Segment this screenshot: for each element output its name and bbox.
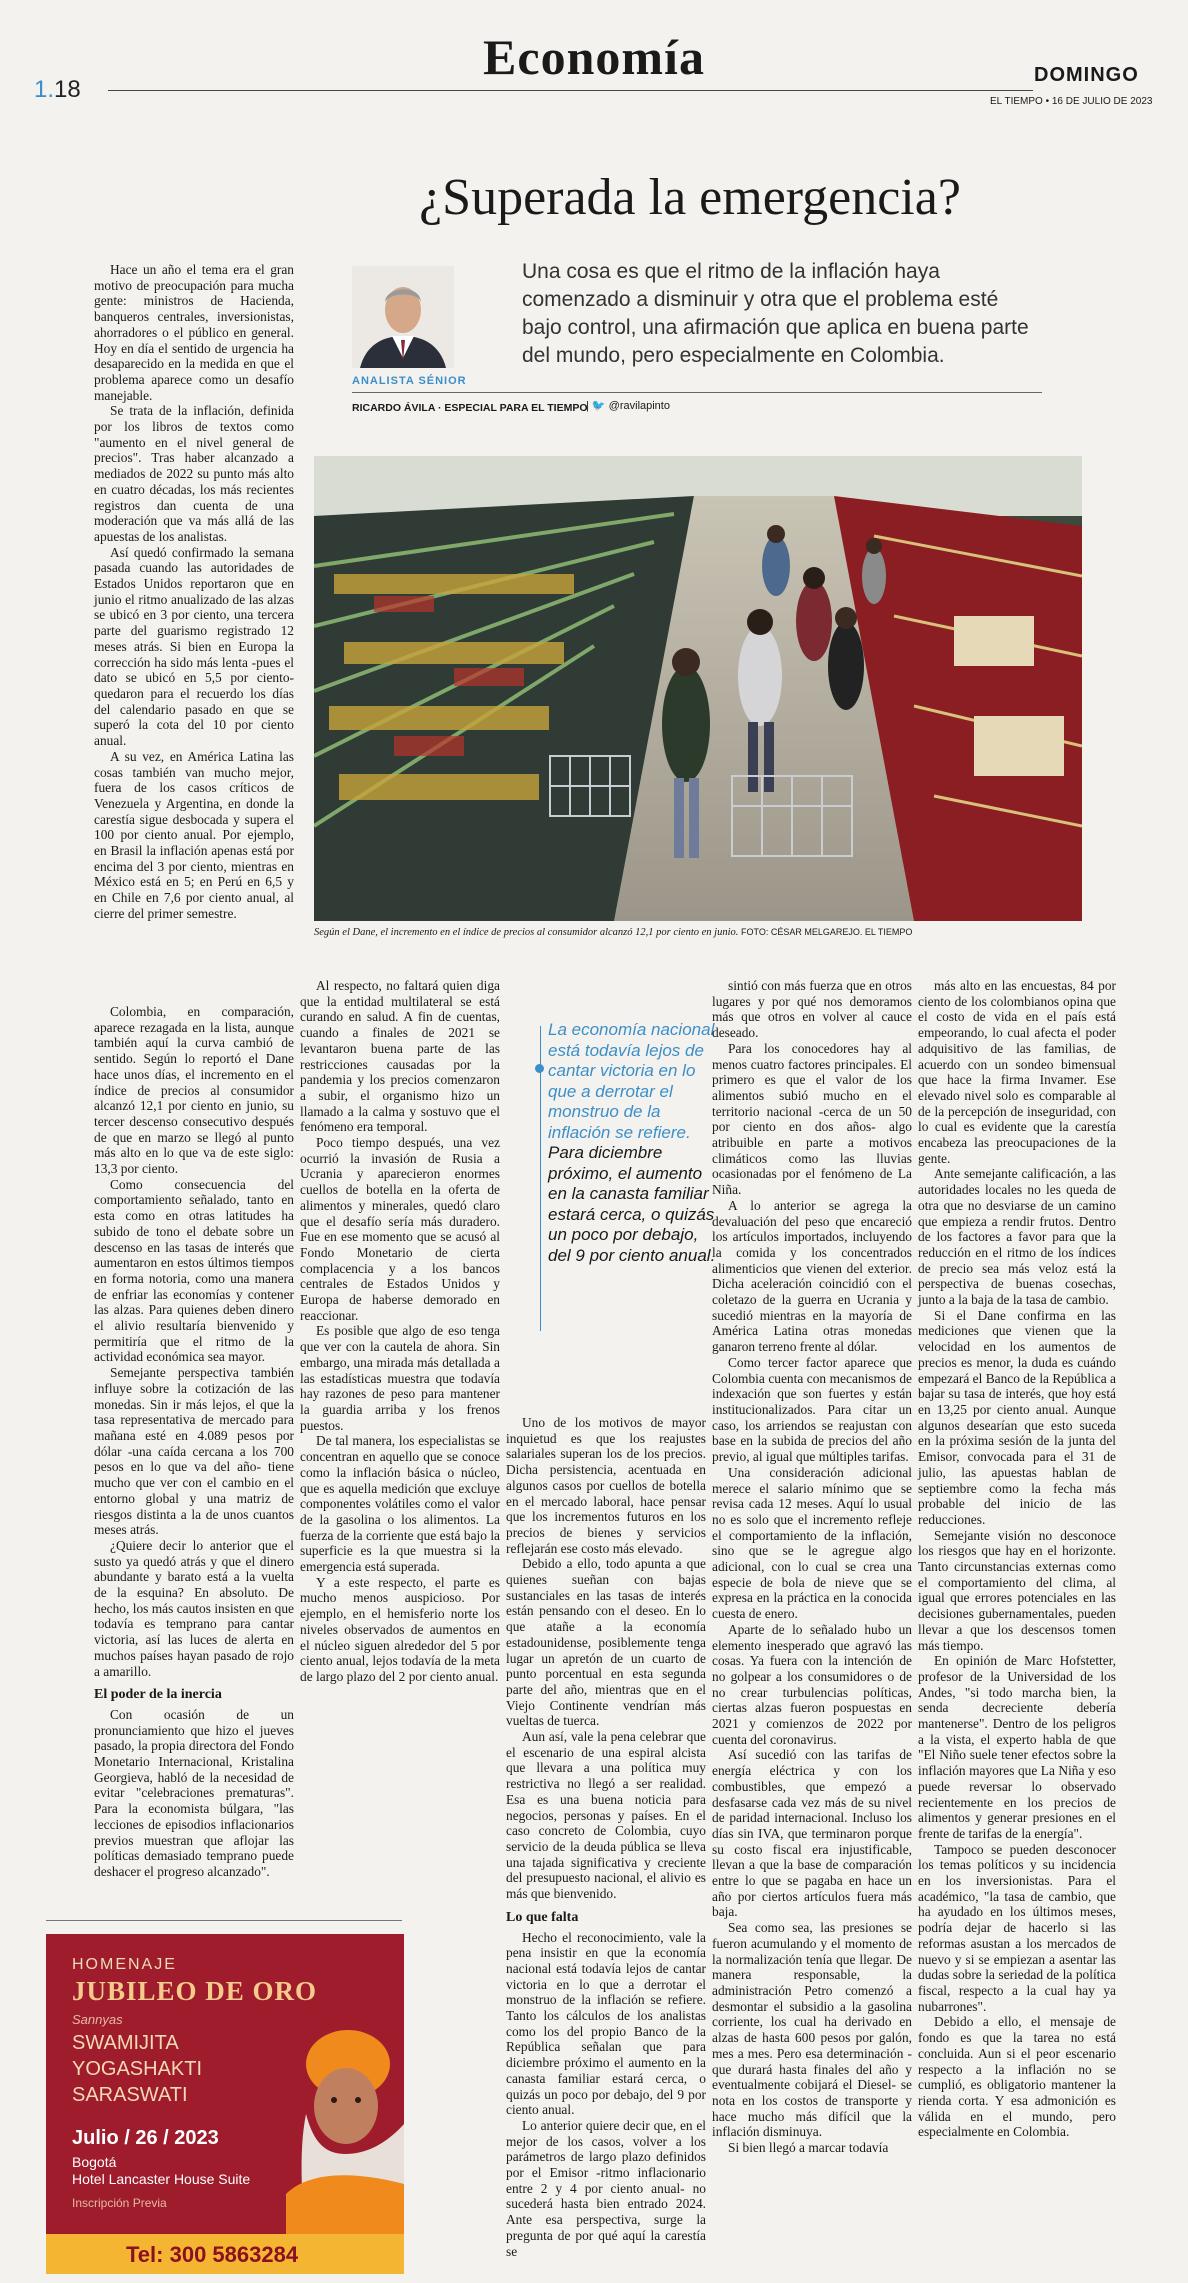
subhead-inertia: El poder de la inercia — [94, 1687, 222, 1703]
paragraph: Al respecto, no faltará quien diga que la entidad multilateral se está curando en salud. A fin de cuentas, cuando a finales de 2021 se levantaron buena parte de las restricciones causadas por la pandemia y los precios comenzaron a subir, el organismo hizo un llamado a la calma y sostuvo que el fenómeno era temporal. — [300, 978, 500, 1135]
paragraph: Semejante perspectiva también influye sobre la cotización de las monedas. Sin ir más lejos, el que la tasa representativa de mercado para mañana esté en 4.089 pesos por dólar -una caída cercana a los 700 pesos en lo que va del año- tiene mucho que ver con el cambio en el entorno global y una matriz de riesgos distinta a la de unos cuantos meses atrás. — [94, 1365, 294, 1538]
twitter-handle[interactable]: | 🐦 @ravilapinto — [586, 400, 670, 412]
subhead-lo-que-falta: Lo que falta — [506, 1909, 579, 1925]
paragraph: Sea como sea, las presiones se fueron acumulando y el momento de la normalización tenía que llegar. De manera responsable, la administración Petro comenzó a desmontar el subsidio a la gasolina corriente, los cual ha derivado en alzas de hasta 600 pesos por galón, mes a mes. Pero esa determinación -que durará hasta finales del año y eventualmente cobijará el Diesel- se nota en los costos de transporte y hace mucho más difícil que la inflación disminuya. — [712, 1920, 912, 2140]
paragraph: En opinión de Marc Hofstetter, profesor de la Universidad de los Andes, "si todo marcha bien, la senda decreciente debería mantenerse". Dentro de los peligros a la vista, el experto habla de que "El Niño suele tener efectos sobre la inflación mayores que La Niña y eso puede reversar lo observado recientemente en los precios de alimentos y generar presiones en el frente de tarifas de la energía". — [918, 1653, 1116, 1841]
paragraph: A lo anterior se agrega la devaluación del peso que encareció los artículos importados, incluyendo la comida y los concentrados alimenticios que vienen del exterior. Dicha aceleración coincidió con el coletazo de la guerra en Ucrania y sucedió mientras en la mayoría de América Latina otras monedas ganaron terreno frente al dólar. — [712, 1197, 912, 1355]
article-column-1 — [94, 262, 294, 922]
header-rule — [108, 90, 1033, 91]
byline: RICARDO ÁVILA · ESPECIAL PARA EL TIEMPO — [352, 402, 588, 414]
paragraph: A su vez, en América Latina las cosas también van mucho mejor, fuera de los casos críticos de Venezuela y Argentina, en donde la carestía sigue desbocada y supera el 100 por ciento anual. Por ejemplo, en Brasil la inflación apenas está por encima del 3 por ciento, mientras en México está en 5; en Perú en 6,5 y en Chile en 7,6 por ciento anual, al cierre del primer semestre. — [94, 748, 294, 921]
paragraph: Si el Dane confirma en las mediciones que vienen que la velocidad en los aumentos de precios es menor, la duda es cuándo empezará el Banco de la República a bajar su tasa de interés, que hoy está en 13,25 por ciento anual. Aunque algunos desearían que esto suceda en la próxima sesión de la junta del Emisor, convocada para el 31 de julio, las apuestas hablan de septiembre como la fecha más probable del inicio de las reducciones. — [918, 1307, 1116, 1527]
paragraph: Y a este respecto, el parte es mucho menos auspicioso. Por ejemplo, en el hemisferio norte los niveles observados de aumentos en el núcleo siguen alrededor del 5 por ciento anual, lejos todavía de la meta de largo plazo del 2 por ciento anual. — [300, 1574, 500, 1684]
paragraph: Uno de los motivos de mayor inquietud es que los reajustes salariales superan los de los precios. Dicha persistencia, acentuada en algunos casos por cuellos de botella en el mercado laboral, hace pensar que los incrementos futuros en los precios de bienes y servicios reflejarán ese costo más elevado. — [506, 1415, 706, 1556]
paragraph: Se trata de la inflación, definida por los libros de textos como "aumento en el nivel general de precios". Tras haber alcanzado a mediados de 2022 su punto más alto en cuatro décadas, los más recientes registros dan cuenta de una moderación que va más allá de las apuestas de los analistas. — [94, 403, 294, 544]
swami-portrait — [286, 1994, 404, 2234]
headline: ¿Superada la emergencia? — [419, 169, 961, 226]
paragraph: Debido a ello, el mensaje de fondo es que la tarea no está concluida. Aun si el peor escenario respecto a la inflación no se cumplió, es obligatorio mantener la rienda corta. Y esa admonición es válida en el mundo, pero especialmente en Colombia. — [918, 2014, 1116, 2140]
paragraph: Debido a ello, todo apunta a que quienes sueñan con bajas sustanciales en las tasas de interés están pensando con el deseo. En lo que atañe a la economía estadounidense, posiblemente tenga lugar un apretón de un cuarto de punto porcentual en esta segunda parte del año, mientras que en el Viejo Continente vendrían más vueltas de tuerca. — [506, 1556, 706, 1729]
twitter-icon: | 🐦 — [586, 400, 609, 412]
paragraph: Poco tiempo después, una vez ocurrió la invasión de Rusia a Ucrania y aparecieron enormes cuellos de botella en la oferta de alimentos y minerales, quedó claro que el desafío sería más duradero. Fue en ese momento que se acusó al Fondo Monetario de cierta complacencia y a los bancos centrales de Estados Unidos y Europa de haberse demorado en reaccionar. — [300, 1135, 500, 1323]
ad-note: Inscripción Previa — [72, 2196, 167, 2210]
paragraph: Hace un año el tema era el gran motivo de preocupación para mucha gente: ministros de Hacienda, banqueros centrales, inversionistas, ahorradores o el público en general. Hoy en día el sentido de urgencia ha desaparecido en la medida en que el problema aparece como un desafío manejable. — [94, 262, 294, 403]
page-number: 1.18 — [34, 76, 81, 103]
paragraph: Hecho el reconocimiento, vale la pena insistir en que la economía nacional está todavía lejos de cantar victoria en lo que a derrotar el monstruo de la inflación se refiere. Tanto los cálculos de los analistas como los del propio Banco de la República señalan que para diciembre próximo el aumento en la canasta familiar estará cerca, o quizás un poco por debajo, del 9 por ciento anual. — [506, 1929, 706, 2118]
article-column-2 — [300, 978, 500, 1685]
paragraph: Semejante visión no desconoce los riesgos que hay en el horizonte. Tanto circunstancias externas como el comportamiento del clima, al igual que errores potenciales en las decisiones gubernamentales, pueden llevar a que los descensos tomen más tiempo. — [918, 1527, 1116, 1653]
ad-venue: Bogotá Hotel Lancaster House Suite — [72, 2154, 251, 2187]
paragraph: Así sucedió con las tarifas de energía eléctrica y con los combustibles, que empezó a desfasarse cada vez más de su nivel de paridad internacional. Incluso los días sin IVA, que terminaron porque su costo fiscal era injustificable, llevan a que la base de comparación entre lo que se pagaba en hace un año por ciertos artículos fuera más baja. — [712, 1747, 912, 1920]
article-column-2b — [506, 1415, 706, 2259]
ad-phone: Tel: 300 5863284 — [126, 2242, 299, 2267]
paragraph: Es posible que algo de eso tenga que ver con la cautela de ahora. Sin embargo, una mirada más detallada a las estadísticas muestra que todavía hay razones de peso para mantener la guardia arriba y los frenos puestos. — [300, 1323, 500, 1433]
ad-homenaje: HOMENAJE — [72, 1956, 177, 1973]
section-title: Economía — [483, 29, 705, 85]
article-column-3 — [712, 978, 912, 2156]
day-label: DOMINGO — [1034, 64, 1139, 86]
paragraph: De tal manera, los especialistas se concentran en aquello que se conoce como la inflación básica o núcleo, que es aquella medición que excluye componentes volátiles como el valor de la gasolina o los alimentos. La fuerza de la corriente que está bajo la superficie es la que muestra si la emergencia está superada. — [300, 1433, 500, 1575]
jubilee-advertisement[interactable] — [46, 1934, 404, 2274]
pullquote: La economía nacional está todavía lejos de cantar victoria en lo que a derrotar el monstruo de la inflación se refiere. Para diciembre próximo, el aumento en la canasta familiar estará cerca, o quizás un poco por debajo, del 9 por ciento anual. — [548, 1020, 716, 1265]
paragraph: Tampoco se pueden desconocer los temas políticos y su incidencia en los inversionistas. Para el académico, "la tasa de cambio, que ha ayudado en los últimos meses, podría dejar de hacerlo si las reformas asustan a los mercados de nuevo y si se empiezan a asentar las dudas sobre la seriedad de la política fiscal, respecto a la cual hay ya nubarrones". — [918, 1841, 1116, 2014]
article-lead: Una cosa es que el ritmo de la inflación haya comenzado a disminuir y otra que el problema esté bajo control, una afirmación que aplica en buena parte del mundo, pero especialmente en Colombia. — [522, 260, 1029, 367]
paragraph: Lo anterior quiere decir que, en el mejor de los casos, volver a los parámetros de largo plazo definidos por el Emisor -ritmo inflacionario entre 2 y 4 por ciento anual- no sucederá hasta bien entrado 2024. Ante esa perspectiva, surge la pregunta de por qué aquí la carestía se — [506, 2117, 706, 2259]
ad-phone-band — [46, 2234, 404, 2274]
paragraph: Colombia, en comparación, aparece rezagada en la lista, aunque también aquí la curva cambió de sentido. Según lo reportó el Dane hace unos días, el incremento en el índice de precios al consumidor alcanzó 12,1 por ciento en junio, su tercer descenso consecutivo después de que en marzo se llegó al punto más alto en lo que va de este siglo: 13,3 por ciento. — [94, 1004, 294, 1177]
ad-rule — [46, 1920, 402, 1921]
pullquote-dot — [535, 1064, 544, 1073]
photo-caption: Según el Dane, el incremento en el índice de precios al consumidor alcanzó 12,1 por ciento en junio. FOTO: CÉSAR MELGAREJO. EL TIEMPO — [314, 927, 913, 938]
paragraph: Con ocasión de un pronunciamiento que hizo el jueves pasado, la propia directora del Fondo Monetario Internacional, Kristalina Georgieva, habló de la necesidad de evitar "celebraciones prematuras". Para la economista búlgara, "las lecciones de episodios inflacionarios previos muestran que aflojar las políticas demasiado temprano puede deshacer el progreso alcanzado". — [94, 1706, 294, 1879]
paragraph: Aun así, vale la pena celebrar que el escenario de una espiral alcista que llevara a una política muy restrictiva no llegó a ser realidad. Esa es una buena noticia para negocios, personas y países. En el caso concreto de Colombia, cuyo servicio de la deuda pública se lleva una tajada significativa y creciente del presupuesto nacional, el alivio es más que bienvenido. — [506, 1729, 706, 1902]
dateline: EL TIEMPO • 16 DE JULIO DE 2023 — [990, 96, 1153, 107]
supermarket-photo — [314, 456, 1082, 921]
byline-rule — [352, 392, 1042, 393]
ad-sannyas: Sannyas — [72, 2012, 123, 2027]
paragraph: más alto en las encuestas, 84 por ciento de los colombianos opina que el costo de vida en el país está empeorando, lo cual afecta el poder adquisitivo de las familias, de acuerdo con un sondeo bimensual que hace la firma Invamer. Ese elevado nivel solo es comparable al de la percepción de inseguridad, con lo cual es evidente que la carestía encabeza las preocupaciones de la gente. — [918, 978, 1116, 1166]
analyst-label: ANALISTA SÉNIOR — [352, 375, 467, 387]
ad-name: SWAMIJITA YOGASHAKTI SARASWATI — [72, 2032, 203, 2106]
paragraph: Ante semejante calificación, a las autoridades locales no les queda de otra que no desviarse de un camino que empieza a rendir frutos. Dentro de los factores a favor para que la reducción en el ritmo de los índices de precio sea más veloz está la perspectiva de buenas cosechas, junto a la baja de la tasa de cambio. — [918, 1166, 1116, 1308]
paragraph: Para los conocedores hay al menos cuatro factores principales. El primero es que el valor de los alimentos subió mucho en el territorio nacional -cerca de un 50 por ciento en dos años- algo atribuible en parte a motivos climáticos como las lluvias ocasionadas por el fenómeno de La Niña. — [712, 1040, 912, 1198]
photo-credit: FOTO: CÉSAR MELGAREJO. EL TIEMPO — [741, 927, 913, 937]
paragraph: Como tercer factor aparece que Colombia cuenta con mecanismos de indexación que son fuertes y están institucionalizados. Para citar un caso, los arriendos se reajustan con base en la subida de precios del año previo, al igual que múltiples tarifas. — [712, 1354, 912, 1465]
paragraph: Así quedó confirmado la semana pasada cuando las autoridades de Estados Unidos reportaron que en junio el ritmo anualizado de las alzas se ubicó en 3 por ciento, una tercera parte del guarismo registrado 12 meses atrás. Si bien en Europa la corrección ha sido más lenta -pues el dato se ubicó en 5,5 por ciento- quedaron para el recuerdo los días del calendario pasado en que se superó la cota del 10 por ciento anual. — [94, 544, 294, 749]
ad-date: Julio / 26 / 2023 — [72, 2127, 219, 2149]
author-photo — [352, 266, 454, 368]
paragraph: Como consecuencia del comportamiento señalado, tanto en esta como en otras latitudes ha subido de tono el debate sobre un descenso en las tasas de interés que aumentaron en estos últimos tiempos en forma notoria, como una manera de enfriar las economías y contener las alzas. Para quienes deben dinero el alivio resultaría bienvenido y permitiría que el ritmo de la actividad económica sea mayor. — [94, 1176, 294, 1365]
paragraph: sintió con más fuerza que en otros lugares y por qué nos demoramos más que otros en volver al cauce deseado. — [712, 978, 912, 1041]
paragraph: Una consideración adicional merece el salario mínimo que se revisa cada 12 meses. Aquí lo usual no es solo que el incremento refleje el comportamiento de la inflación, sino que se le agregue algo adicional, con lo cual se crea una especie de bola de nieve que se expresa en la práctica en la conocida cuesta de enero. — [712, 1464, 912, 1622]
article-column-4 — [918, 978, 1116, 2140]
paragraph: Si bien llegó a marcar todavía — [728, 2140, 889, 2156]
paragraph: Aparte de lo señalado hubo un elemento inesperado que agravó las cosas. Ya fuera con la intención de no golpear a los consumidores o de no crear turbulencias políticas, ciertas alzas fueron pospuestas en 2021 y comienzos de 2022 por cuenta del coronavirus. — [712, 1621, 912, 1747]
article-column-1b — [94, 1004, 294, 1880]
paragraph: ¿Quiere decir lo anterior que el susto ya quedó atrás y que el dinero abundante y barato está a la vuelta de la esquina? En absoluto. De hecho, los más cautos insisten en que todavía es temprano para cantar victoria, así las luces de alerta en muchos países hayan pasado de rojo a amarillo. — [94, 1537, 294, 1679]
ad-jubileo: JUBILEO DE ORO — [72, 1976, 318, 2006]
